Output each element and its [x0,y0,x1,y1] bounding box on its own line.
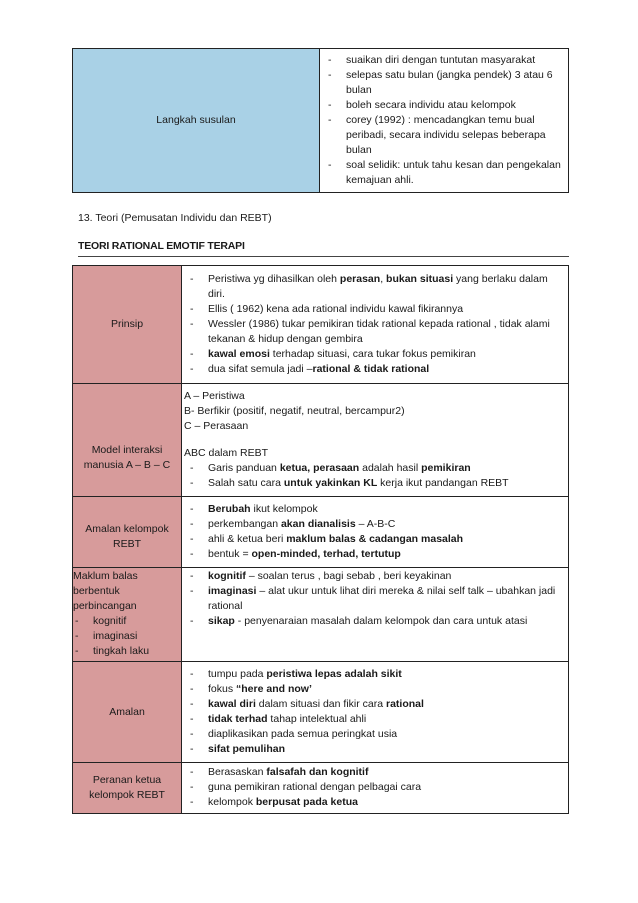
list-item: - sikap - penyenaraian masalah dalam kelompok dan cara untuk atasi [182,614,564,629]
amalan-label-cell [73,662,182,763]
list-item: - perkembangan akan dianalisis – A-B-C [182,517,564,532]
table-row [73,763,569,814]
list-item: - diaplikasikan pada semua peringkat usia [182,727,564,742]
list-item: - kawal diri dalam situasi dan fikir cara rational [182,697,564,712]
table-row [73,662,569,763]
list-item: - Wessler (1986) tukar pemikiran tidak rational kepada rational , tidak alami tekanan & hidup dengan gembira [182,317,564,347]
prinsip-label: Prinsip [110,318,144,330]
rebt-table [72,265,569,814]
model-line: ABC dalam REBT [184,446,269,459]
list-item: - tidak terhad tahap intelektual ahli [182,712,564,727]
amalan-kelompok-label-cell [73,497,182,568]
subheading [78,239,569,257]
model-line: C – Perasaan [184,419,249,432]
followup-list [320,53,564,188]
maklum-balas-label: Maklum balas berbentuk perbincangan [73,570,138,612]
model-label-cell [73,384,182,497]
list-item: - boleh secara individu atau kelompok [320,98,564,113]
prinsip-label-cell [73,266,182,384]
maklum-balas-content-cell [182,568,569,662]
list-item: - imaginasi [67,629,179,644]
model-line: A – Peristiwa [184,389,245,402]
list-item: - Garis panduan ketua, perasaan adalah hasil pemikiran [182,461,564,476]
list-item: - guna pemikiran rational dengan pelbagai cara [182,780,564,795]
list-item: - suaikan diri dengan tuntutan masyarakat [320,53,564,68]
list-item: - kawal emosi terhadap situasi, cara tukar fokus pemikiran [182,347,564,362]
list-item: - corey (1992) : mencadangkan temu bual peribadi, secara individu selepas beberapa bulan [320,113,564,158]
list-item: - Berasaskan falsafah dan kognitif [182,765,564,780]
model-label: Model interaksi manusia A – B – C [83,444,171,471]
list-item: - tingkah laku [67,644,179,659]
followup-table [72,48,569,193]
list-item: - dua sifat semula jadi –rational & tidak rational [182,362,564,377]
list-item: - tumpu pada peristiwa lepas adalah sikit [182,667,564,682]
list-item: - kognitif [67,614,179,629]
followup-label: Langkah susulan [156,114,236,126]
prinsip-content-cell [182,266,569,384]
list-item: - Salah satu cara untuk yakinkan KL kerja ikut pandangan REBT [182,476,564,491]
list-item: - Peristiwa yg dihasilkan oleh perasan, bukan situasi yang berlaku dalam diri. [182,272,564,302]
followup-content-cell [320,49,569,193]
list-item: - soal selidik: untuk tahu kesan dan pengekalan kemajuan ahli. [320,158,564,188]
list-item: - imaginasi – alat ukur untuk lihat diri mereka & nilai self talk – ubahkan jadi rational [182,584,564,614]
table-row [73,497,569,568]
table-row [73,568,569,662]
followup-label-cell [73,49,320,193]
amalan-kelompok-label: Amalan kelompok REBT [85,523,169,550]
section-heading: 13. Teori (Pemusatan Individu dan REBT) [78,212,272,224]
list-item: - kelompok berpusat pada ketua [182,795,564,810]
list-item: - Berubah ikut kelompok [182,502,564,517]
peranan-label: Peranan ketua kelompok REBT [89,774,165,801]
list-item: - fokus “here and now’ [182,682,564,697]
subheading-text: TEORI RATIONAL EMOTIF TERAPI [78,240,245,252]
peranan-content-cell [182,763,569,814]
list-item: - Ellis ( 1962) kena ada rational individu kawal fikirannya [182,302,564,317]
table-row [73,384,569,497]
list-item: - kognitif – soalan terus , bagi sebab , beri keyakinan [182,569,564,584]
list-item: - bentuk = open-minded, terhad, tertutup [182,547,564,562]
amalan-label: Amalan [109,705,145,718]
model-content-cell [182,384,569,497]
list-item: - sifat pemulihan [182,742,564,757]
table-row [73,266,569,384]
model-line: B- Berfikir (positif, negatif, neutral, bercampur2) [184,404,405,417]
amalan-content-cell [182,662,569,763]
maklum-balas-label-cell [73,568,182,662]
amalan-kelompok-content-cell [182,497,569,568]
list-item: - selepas satu bulan (jangka pendek) 3 atau 6 bulan [320,68,564,98]
peranan-label-cell [73,763,182,814]
list-item: - ahli & ketua beri maklum balas & cadangan masalah [182,532,564,547]
